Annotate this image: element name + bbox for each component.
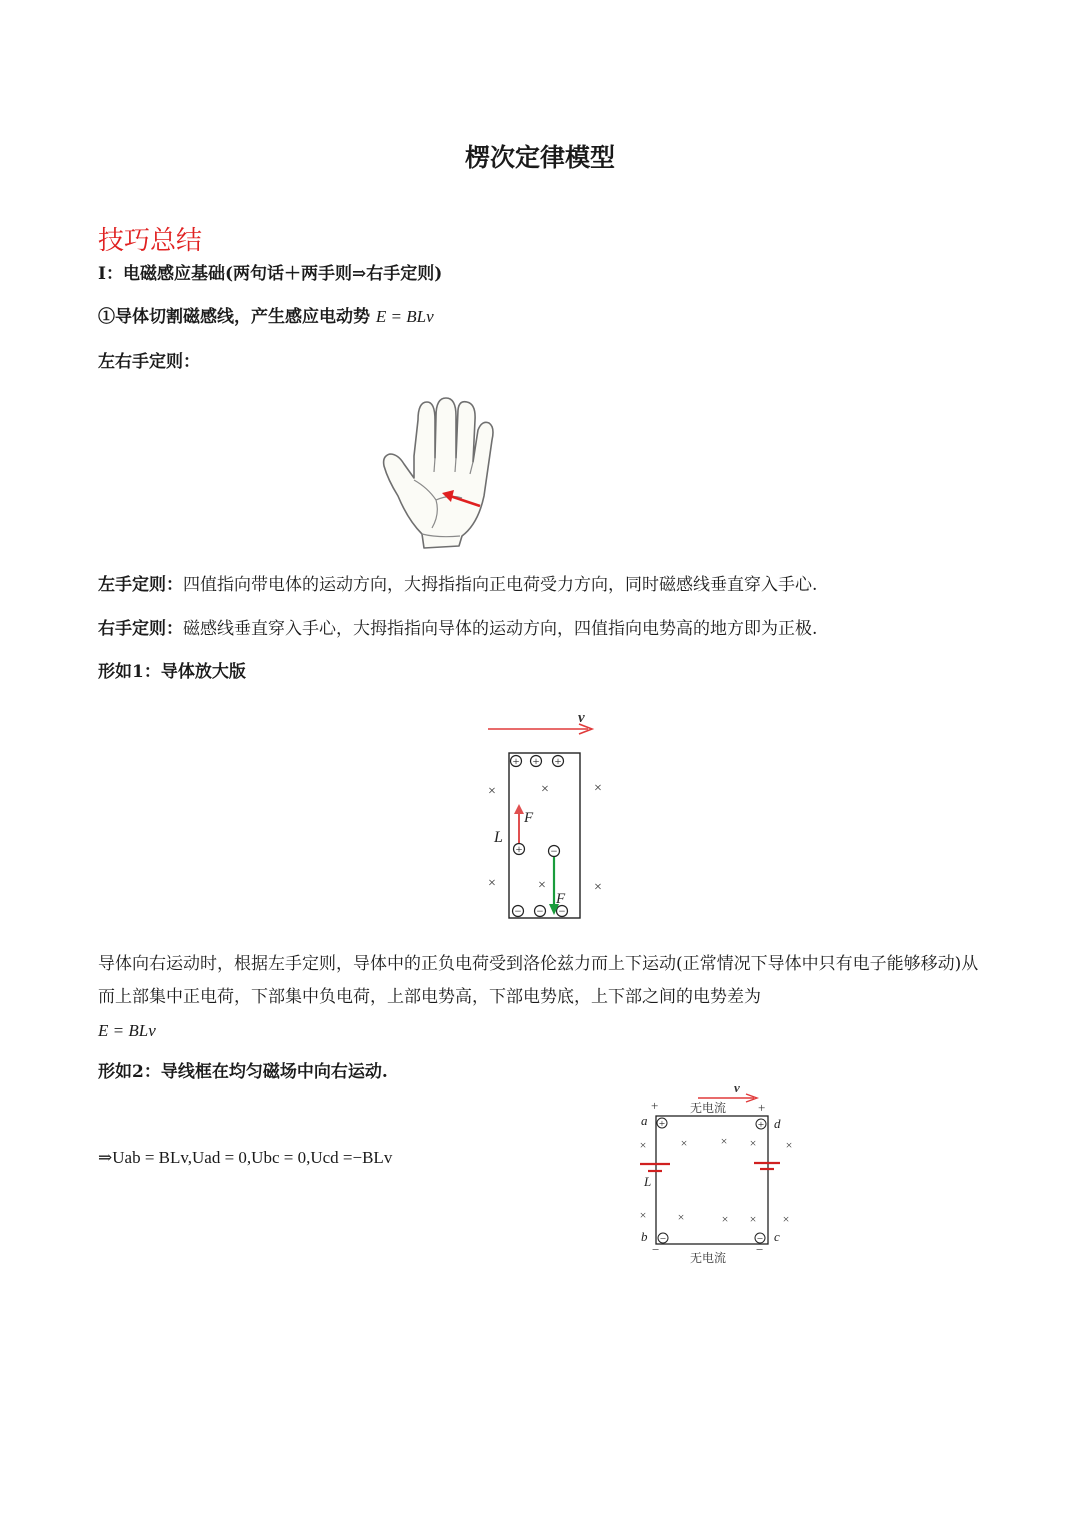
- bottom-right-minus: −: [756, 1242, 764, 1257]
- field-cross: ×: [782, 1212, 790, 1226]
- force-label-top: F: [524, 810, 534, 826]
- velocity-label: v: [578, 710, 585, 726]
- positive-charge: +: [512, 754, 520, 768]
- corner-c-label: c: [774, 1229, 780, 1244]
- negative-charge: −: [558, 904, 566, 918]
- field-cross: ×: [639, 1208, 647, 1222]
- negative-charge: −: [659, 1233, 667, 1245]
- negative-charge: −: [756, 1233, 764, 1245]
- field-cross: ×: [785, 1138, 793, 1152]
- field-cross: ×: [639, 1138, 647, 1152]
- corner-b-label: b: [641, 1229, 648, 1244]
- negative-charge: −: [514, 904, 522, 918]
- wire-frame-figure: [632, 1078, 802, 1266]
- field-cross: ×: [720, 1134, 728, 1148]
- corner-a-label: a: [641, 1113, 648, 1128]
- bottom-left-minus: −: [652, 1242, 660, 1257]
- field-cross: ×: [594, 880, 602, 895]
- emf-line: [98, 305, 434, 329]
- intro-line: Ⅰ：电磁感应基础(两句话＋两手则⇒右手定则): [98, 264, 443, 284]
- negative-charge: −: [536, 904, 544, 918]
- field-cross: ×: [677, 1210, 685, 1224]
- field-cross: ×: [594, 781, 602, 796]
- page-title: 楞次定律模型: [464, 143, 615, 172]
- corner-d-label: d: [774, 1116, 781, 1131]
- field-cross: ×: [488, 784, 496, 799]
- top-left-plus: +: [651, 1098, 659, 1113]
- left-hand-rule: [98, 573, 817, 597]
- bottom-no-current-label: 无电流: [690, 1251, 727, 1265]
- field-cross: ×: [488, 876, 496, 891]
- right-rule-text: 磁感线垂直穿入手心，大拇指指向导体的运动方向，四值指向电势高的地方即为正极.: [183, 619, 818, 639]
- top-no-current-label: 无电流: [690, 1101, 727, 1115]
- emf-line-text: ①导体切割磁感线，产生感应电动势: [98, 307, 370, 327]
- top-right-plus: +: [758, 1100, 766, 1115]
- frame-velocity-label: v: [734, 1080, 740, 1095]
- field-cross: ×: [749, 1212, 757, 1226]
- case1-heading: 形如1：导体放大版: [98, 662, 246, 682]
- explanation-text: 导体向右运动时，根据左手定则，导体中的正负电荷受到洛伦兹力而上下运动(正常情况下导体中只有电子能够移动)从而上部集中正电荷，下部集中负电荷，上部电势高，下部电势底，上下部之间的电势差为: [98, 954, 979, 1007]
- frame-length-label: L: [644, 1174, 652, 1189]
- right-rule-label: 右手定则：: [98, 619, 183, 639]
- section-heading: 技巧总结: [98, 226, 203, 256]
- field-cross: ×: [538, 878, 546, 893]
- case2-heading: 形如2：导线框在均匀磁场中向右运动.: [98, 1062, 388, 1082]
- positive-charge: +: [658, 1118, 666, 1130]
- field-cross: ×: [721, 1212, 729, 1226]
- positive-charge: +: [554, 754, 562, 768]
- explanation-paragraph: [98, 948, 988, 1048]
- conductor-figure: [476, 708, 616, 926]
- hand-illustration: [378, 396, 504, 554]
- force-label-bottom: F: [556, 891, 566, 907]
- right-hand-rule: [98, 617, 817, 641]
- emf-formula: E = BLv: [375, 307, 434, 326]
- field-cross: ×: [541, 782, 549, 797]
- length-label: L: [494, 829, 503, 846]
- explanation-formula: E = BLv: [98, 1021, 156, 1040]
- field-cross: ×: [680, 1136, 688, 1150]
- positive-charge: +: [757, 1119, 765, 1131]
- left-rule-text: 四值指向带电体的运动方向，大拇指指向正电荷受力方向，同时磁感线垂直穿入手心.: [183, 575, 818, 595]
- left-rule-label: 左手定则：: [98, 575, 183, 595]
- field-cross: ×: [749, 1136, 757, 1150]
- voltage-equations: ⇒Uab = BLv,Uad = 0,Ubc = 0,Ucd =−BLv: [98, 1148, 393, 1167]
- negative-charge: −: [550, 844, 558, 858]
- positive-charge: +: [515, 842, 523, 856]
- hand-rule-label: 左右手定则：: [98, 352, 200, 372]
- positive-charge: +: [532, 754, 540, 768]
